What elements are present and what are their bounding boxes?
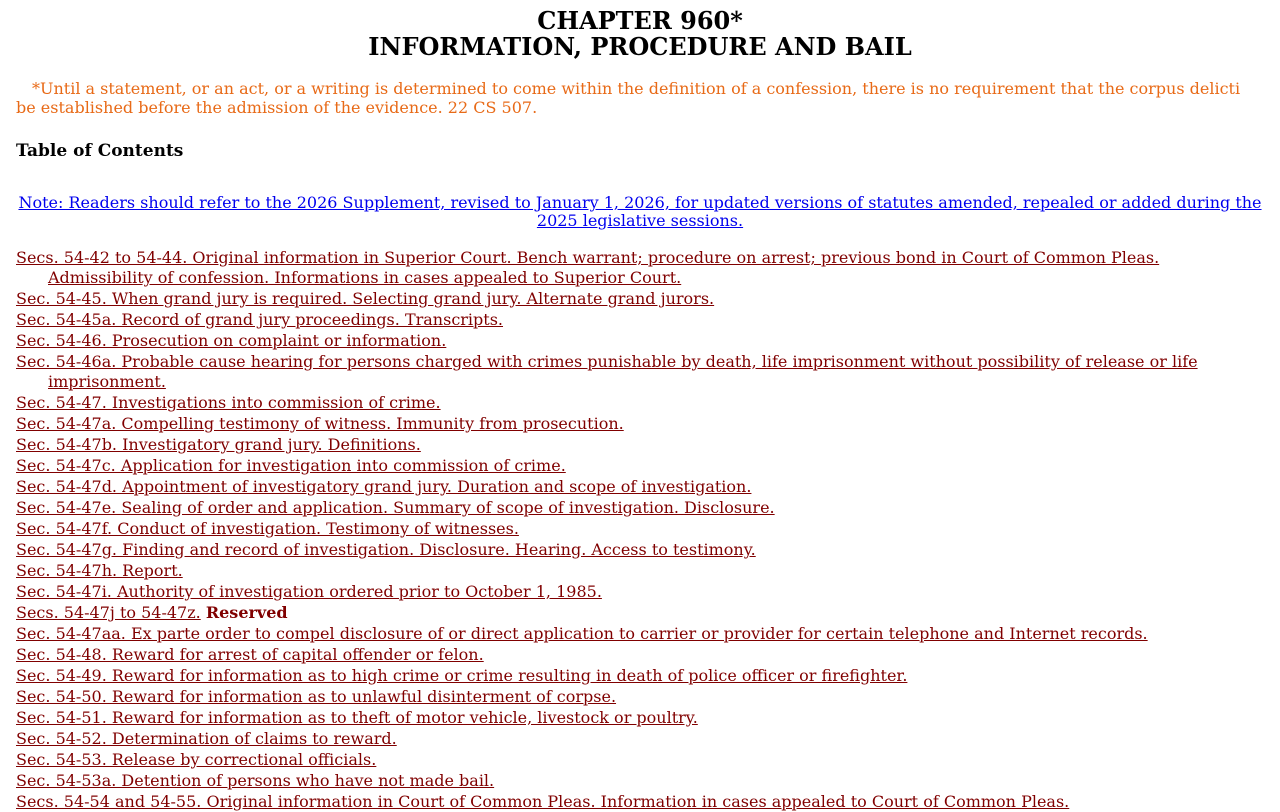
- toc-item: [16, 792, 1208, 812]
- toc-item: [16, 687, 1208, 707]
- toc-link[interactable]: Secs. 54-54 and 54-55. Original information in Court of Common Pleas. Information in cases appealed to Court of Common Pleas.: [16, 792, 1070, 811]
- toc-link[interactable]: Sec. 54-47b. Investigatory grand jury. Definitions.: [16, 435, 421, 454]
- supplement-note-line-1: Note: Readers should refer to the 2026 Supplement, revised to January 1, 2026, for updated versions of statutes amended, repealed or added during the: [18, 193, 1262, 212]
- toc-item: [16, 708, 1208, 728]
- toc-link[interactable]: Sec. 54-46a. Probable cause hearing for persons charged with crimes punishable by death, life imprisonment without possibility of release or life imprisonment.: [16, 352, 1198, 391]
- toc-item: [16, 456, 1208, 476]
- toc-item: [16, 561, 1208, 581]
- supplement-note-line-2: 2025 legislative sessions.: [536, 211, 744, 230]
- toc-item: [16, 310, 1208, 330]
- toc-list: [16, 248, 1264, 812]
- chapter-heading: [16, 8, 1264, 60]
- toc-item: [16, 435, 1208, 455]
- toc-item: [16, 477, 1208, 497]
- toc-link[interactable]: Secs. 54-42 to 54-44. Original information in Superior Court. Bench warrant; procedure on arrest; previous bond in Court of Common Pleas. Admissibility of confession. Informations in cases appealed to Superior Court.: [16, 248, 1160, 287]
- document-page: [0, 8, 1280, 812]
- chapter-footnote: [16, 79, 1280, 117]
- toc-item: [16, 771, 1208, 791]
- toc-link[interactable]: Sec. 54-45. When grand jury is required. Selecting grand jury. Alternate grand jurors.: [16, 289, 715, 308]
- toc-link[interactable]: Sec. 54-47d. Appointment of investigatory grand jury. Duration and scope of investigation.: [16, 477, 752, 496]
- toc-link[interactable]: Sec. 54-52. Determination of claims to reward.: [16, 729, 397, 748]
- footnote-line-1: *Until a statement, or an act, or a writing is determined to come within the definition of a confession, there is no requirement that the corpus delicti: [32, 79, 1241, 98]
- toc-item: [16, 624, 1208, 644]
- toc-item: [16, 645, 1208, 665]
- toc-item: [16, 582, 1208, 602]
- toc-link[interactable]: Sec. 54-48. Reward for arrest of capital offender or felon.: [16, 645, 484, 664]
- toc-link[interactable]: Sec. 54-47f. Conduct of investigation. Testimony of witnesses.: [16, 519, 519, 538]
- chapter-title: INFORMATION, PROCEDURE AND BAIL: [368, 32, 912, 61]
- toc-link[interactable]: Sec. 54-47aa. Ex parte order to compel disclosure of or direct application to carrier or provider for certain telephone and Internet records.: [16, 624, 1148, 643]
- toc-link[interactable]: Sec. 54-47h. Report.: [16, 561, 183, 580]
- toc-item: [16, 519, 1208, 539]
- toc-link[interactable]: Sec. 54-53. Release by correctional officials.: [16, 750, 377, 769]
- toc-item: [16, 331, 1208, 351]
- toc-item: [16, 352, 1208, 392]
- toc-item: [16, 498, 1208, 518]
- toc-link[interactable]: Sec. 54-47c. Application for investigation into commission of crime.: [16, 456, 566, 475]
- toc-link[interactable]: Sec. 54-47g. Finding and record of investigation. Disclosure. Hearing. Access to testimony.: [16, 540, 756, 559]
- footnote-line-2: be established before the admission of the evidence. 22 CS 507.: [16, 98, 538, 117]
- toc-link[interactable]: Sec. 54-47e. Sealing of order and application. Summary of scope of investigation. Disclosure.: [16, 498, 775, 517]
- toc-item: [16, 666, 1208, 686]
- supplement-note-link[interactable]: [16, 194, 1264, 230]
- toc-link[interactable]: Sec. 54-51. Reward for information as to theft of motor vehicle, livestock or poultry.: [16, 708, 698, 727]
- toc-link[interactable]: Sec. 54-47. Investigations into commission of crime.: [16, 393, 441, 412]
- toc-item: [16, 603, 1208, 623]
- toc-item: [16, 393, 1208, 413]
- toc-link[interactable]: Sec. 54-47a. Compelling testimony of witness. Immunity from prosecution.: [16, 414, 624, 433]
- toc-link[interactable]: Sec. 54-50. Reward for information as to unlawful disinterment of corpse.: [16, 687, 617, 706]
- toc-item: [16, 540, 1208, 560]
- toc-heading: Table of Contents: [16, 141, 184, 161]
- toc-item: [16, 729, 1208, 749]
- chapter-number: CHAPTER 960*: [537, 6, 743, 35]
- toc-link[interactable]: Sec. 54-46. Prosecution on complaint or information.: [16, 331, 447, 350]
- toc-item: [16, 414, 1208, 434]
- toc-link[interactable]: Sec. 54-47i. Authority of investigation ordered prior to October 1, 1985.: [16, 582, 602, 601]
- toc-item: [16, 750, 1208, 770]
- toc-link[interactable]: Sec. 54-45a. Record of grand jury proceedings. Transcripts.: [16, 310, 504, 329]
- toc-reserved-label: Reserved: [205, 603, 288, 622]
- toc-link[interactable]: Sec. 54-53a. Detention of persons who have not made bail.: [16, 771, 495, 790]
- toc-item: [16, 289, 1208, 309]
- toc-link[interactable]: Sec. 54-49. Reward for information as to high crime or crime resulting in death of police officer or firefighter.: [16, 666, 908, 685]
- toc-item: [16, 248, 1208, 288]
- toc-link[interactable]: Secs. 54-47j to 54-47z.: [16, 603, 201, 622]
